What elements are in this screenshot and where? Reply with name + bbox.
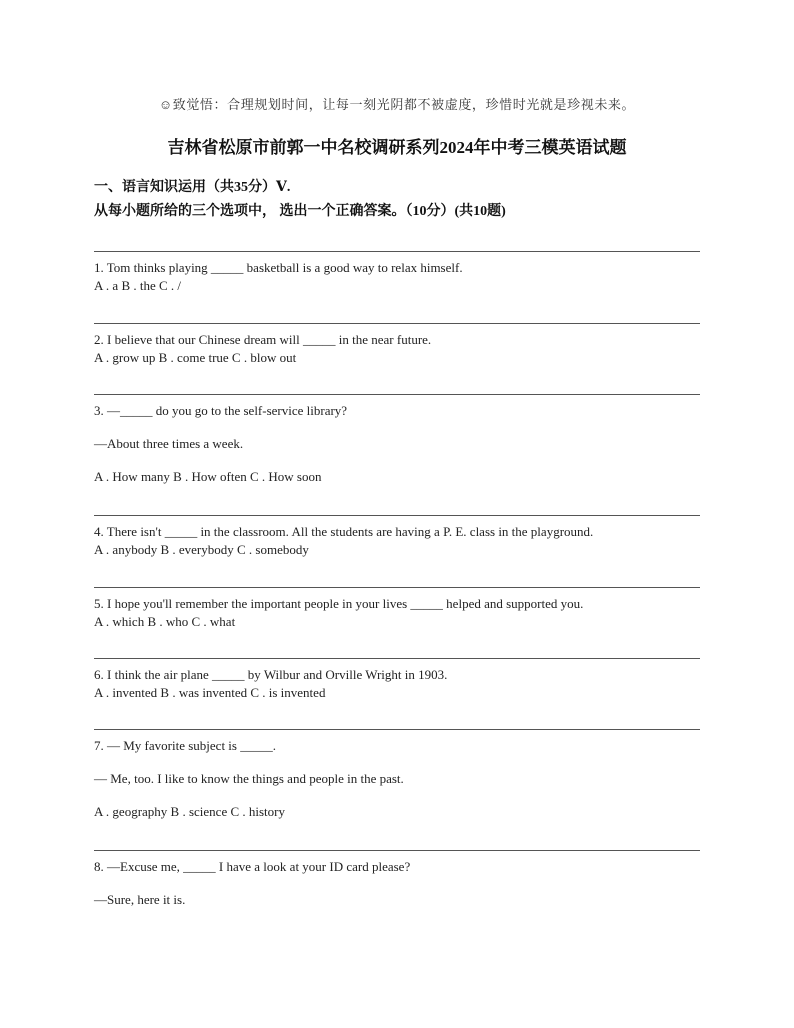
question-options: A . invented B . was invented C . is invented — [94, 685, 326, 700]
motto-line: ☺致觉悟：合理规划时间，让每一刻光阴都不被虚度，珍惜时光就是珍视未来。 — [158, 97, 636, 112]
question-options: A . geography B . science C . history — [94, 804, 285, 819]
question-stem: 3. —_____ do you go to the self-service library? — [94, 403, 348, 418]
question-1 — [94, 251, 700, 323]
question-stem: 5. I hope you'll remember the important people in your lives _____ helped and supported you. — [94, 596, 584, 611]
question-list — [94, 251, 700, 928]
question-2 — [94, 323, 700, 394]
exam-title: 吉林省松原市前郭一中名校调研系列2024年中考三模英语试题 — [167, 138, 627, 157]
question-dialog: — Me, too. I like to know the things and people in the past. — [94, 771, 404, 786]
section-heading: 一、语言知识运用（共35分）Ⅴ. — [94, 180, 291, 195]
question-options: A . How many B . How often C . How soon — [94, 469, 322, 484]
question-stem: 8. —Excuse me, _____ I have a look at your ID card please? — [94, 859, 411, 874]
question-options: A . a B . the C . / — [94, 278, 182, 293]
question-stem: 7. — My favorite subject is _____. — [94, 738, 276, 753]
question-options: A . anybody B . everybody C . somebody — [94, 542, 309, 557]
section-instruction: 从每小题所给的三个选项中， 选出一个正确答案。（10分）(共10题) — [94, 204, 506, 219]
question-6 — [94, 658, 700, 729]
question-5 — [94, 587, 700, 658]
question-dialog: —About three times a week. — [94, 436, 244, 451]
question-stem: 2. I believe that our Chinese dream will _____ in the near future. — [94, 332, 432, 347]
question-3 — [94, 394, 700, 515]
question-dialog: —Sure, here it is. — [94, 892, 186, 907]
question-8 — [94, 850, 700, 928]
question-stem: 4. There isn't _____ in the classroom. All the students are having a P. E. class in the playground. — [94, 524, 594, 539]
question-options: A . which B . who C . what — [94, 614, 236, 629]
question-stem: 1. Tom thinks playing _____ basketball is a good way to relax himself. — [94, 260, 463, 275]
question-7 — [94, 729, 700, 850]
question-options: A . grow up B . come true C . blow out — [94, 350, 297, 365]
question-stem: 6. I think the air plane _____ by Wilbur and Orville Wright in 1903. — [94, 667, 448, 682]
question-4 — [94, 515, 700, 587]
